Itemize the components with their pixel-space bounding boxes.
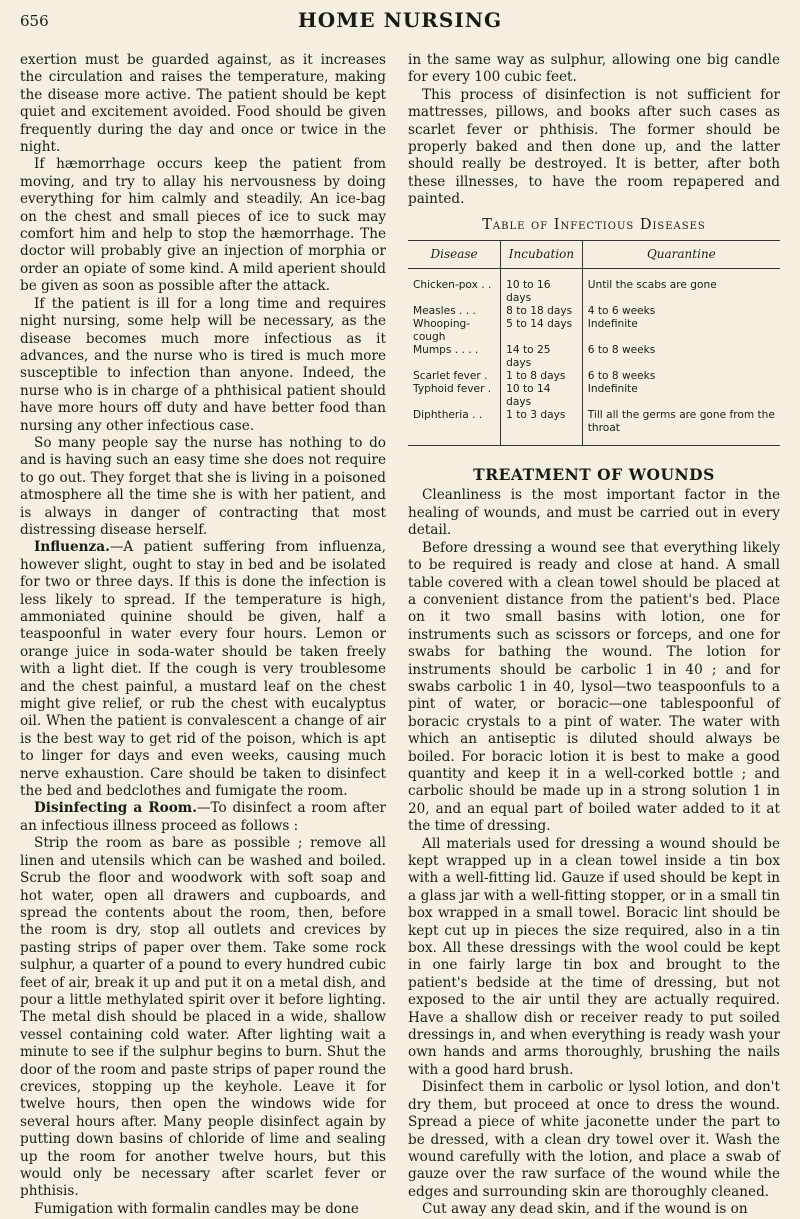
quarantine-cell: Indefinite — [587, 318, 638, 331]
disease-cell: Diphtheria . . — [408, 409, 501, 446]
disease-cell: Whooping-cough — [408, 318, 501, 344]
table-row — [408, 269, 780, 306]
incubation-cell: 1 to 3 days — [501, 409, 583, 446]
disease-cell: Typhoid fever . — [408, 383, 501, 409]
influenza-paragraph — [20, 539, 386, 800]
disinfecting-heading: Disinfecting a Room. — [34, 800, 197, 817]
paragraph: All materials used for dressing a wound should be kept wrapped up in a clean towel inside a tin box with a well-fitting lid. Gauze if used should be kept in a glass jar with a well-fitting stopper, or in a small tin box wrapped in a small towel. Boracic lint should be kept cut up in pieces the size required, also in a tin box. All these dressings with the wool could be kept in one fairly large tin box and brought to the patient's bedside at the time of dressing, but not exposed to the air until they are actually required. Have a shallow dish or receiver ready to put soiled dressings in, and when everything is ready wash your own hands and arms thoroughly, brushing the nails with a good hard brush. — [408, 835, 780, 1078]
table-row — [408, 318, 780, 344]
disease-cell: Chicken-pox . . — [408, 269, 501, 306]
incubation-cell: 10 to 16 days — [501, 269, 583, 306]
influenza-text: —A patient suffering from influenza, however slight, ought to stay in bed and be isolated for two or three days. If this is done the infection is less likely to spread. If the temperature is high, ammoniated quinine should be given, half a teaspoonful in water every four hours. Lemon or orange juice in soda-water should be taken freely with a light diet. If the cough is very troublesome and the chest painful, a mustard leaf on the chest might give relief, or rub the chest with eucalyptus oil. When the patient is convalescent a change of air is the best way to get rid of the poison, which is apt to linger for days and even weeks, causing much nerve exhaustion. Care should be taken to disinfect the bed and bedclothes and fumigate the room. — [20, 539, 386, 800]
header-quarantine: Quarantine — [582, 241, 780, 269]
paragraph: Strip the room as bare as possible ; remove all linen and utensils which can be washed and boiled. Scrub the floor and woodwork with soft soap and hot water, open all drawers and cupboards, and spread the contents about the room, then, before the room is dry, stop all outlets and crevices by pasting strips of paper over them. Take some rock sulphur, a quarter of a pound to every hundred cubic feet of air, break it up and put it on a metal dish, and pour a little methylated spirit over it before lighting. The metal dish should be placed in a wide, shallow vessel containing cold water. After lighting wait a minute to see if the sulphur begins to burn. Shut the door of the room and paste strips of paper round the crevices, stopping up the keyhole. Leave it for twelve hours, then open the windows wide for several hours after. Many people disinfect again by putting down basins of chloride of lime and sealing up the room for another twelve hours, but this would only be necessary after scarlet fever or phthisis. — [20, 835, 386, 1200]
paragraph: If hæmorrhage occurs keep the patient from moving, and try to allay his nervousness by doing everything for him calmly and steadily. An ice-bag on the chest and small pieces of ice to suck may comfort him and help to stop the hæmorrhage. The doctor will probably give an injection of morphia or order an opiate of some kind. A mild aperient should be given as soon as possible after the attack. — [20, 156, 386, 295]
disease-cell: Measles . . . — [408, 305, 501, 318]
paragraph: Before dressing a wound see that everything likely to be required is ready and close at hand. A small table covered with a clean towel should be placed at a convenient distance from the patient's bed. Place on it two small basins with lotion, one for instruments such as scissors or forceps, and one for swabs for bathing the wound. The lotion for instruments should be carbolic 1 in 40 ; and for swabs carbolic 1 in 40, lysol—two teaspoonfuls to a pint of water, or boracic—one tablespoonful of boracic crystals to a pint of water. The water with which an antiseptic is diluted should always be boiled. For boracic lotion it is best to make a good quantity and keep it in a well-corked bottle ; and carbolic should be made up in a strong solution 1 in 20, and an equal part of boiled water added to it at the time of dressing. — [408, 539, 780, 835]
table-title: Table of Infectious Diseases — [482, 216, 706, 233]
header-incubation: Incubation — [501, 241, 583, 269]
influenza-heading: Influenza. — [34, 539, 110, 556]
incubation-cell: 5 to 14 days — [501, 318, 583, 344]
paragraph: exertion must be guarded against, as it increases the circulation and raises the temperature, making the disease more active. The patient should be kept quiet and excitement avoided. Food should be given frequently during the day and once or twice in the night. — [20, 52, 386, 156]
incubation-cell: 10 to 14 days — [501, 383, 583, 409]
incubation-cell: 1 to 8 days — [501, 370, 583, 383]
table-row — [408, 409, 780, 446]
paragraph: This process of disinfection is not sufficient for mattresses, pillows, and books after such cases as scarlet fever or phthisis. The former should be properly baked and then done up, and the latter should really be destroyed. It is better, after both these illnesses, to have the room repapered and painted. — [408, 86, 780, 208]
incubation-cell: 14 to 25 days — [501, 344, 583, 370]
quarantine-cell: Till all the germs are gone from the throat — [587, 409, 775, 435]
running-head: HOME NURSING — [297, 8, 503, 32]
header-disease: Disease — [408, 241, 501, 269]
paragraph: Cleanliness is the most important factor in the healing of wounds, and must be carried out in every detail. — [408, 487, 780, 539]
paragraph: Fumigation with formalin candles may be done — [34, 1200, 359, 1217]
table-row — [408, 370, 780, 383]
table-row — [408, 383, 780, 409]
quarantine-cell: 6 to 8 weeks — [587, 370, 656, 383]
quarantine-cell: Indefinite — [587, 383, 638, 396]
quarantine-cell: 4 to 6 weeks — [587, 305, 656, 318]
table-row — [408, 305, 780, 318]
disease-cell: Scarlet fever . — [408, 370, 501, 383]
disinfecting-text: —To disinfect a room after an infectious illness proceed as follows : — [20, 800, 386, 834]
paragraph: If the patient is ill for a long time and requires night nursing, some help will be necessary, as the disease becomes much more infectious as it advances, and the nurse who is tired is much more susceptible to infection than anyone. Indeed, the nurse who is in charge of a phthisical patient should have more hours off duty and have better food than nursing any other infectious case. — [20, 295, 386, 434]
incubation-cell: 8 to 18 days — [501, 305, 583, 318]
table-header-row — [408, 241, 780, 269]
right-column — [408, 52, 780, 1219]
disinfecting-paragraph — [20, 800, 386, 835]
page-number: 656 — [20, 12, 49, 30]
infectious-diseases-table — [408, 240, 780, 446]
paragraph: in the same way as sulphur, allowing one big candle for every 100 cubic feet. — [408, 52, 780, 86]
table-row — [408, 344, 780, 370]
left-column — [20, 52, 386, 1218]
quarantine-cell: 6 to 8 weeks — [587, 344, 656, 357]
disease-cell: Mumps . . . . — [408, 344, 501, 370]
paragraph: Disinfect them in carbolic or lysol lotion, and don't dry them, but proceed at once to dress the wound. Spread a piece of white jaconette under the part to be dressed, with a clean dry towel over it. Wash the wound carefully with the lotion, and place a swab of gauze over the raw surface of the wound while the edges and surrounding skin are thoroughly cleaned. — [408, 1079, 780, 1200]
section-title: TREATMENT OF WOUNDS — [473, 465, 715, 485]
paragraph: Cut away any dead skin, and if the wound is on — [422, 1201, 748, 1218]
paragraph: So many people say the nurse has nothing to do and is having such an easy time she does not require to go out. They forget that she is living in a poisoned atmosphere all the time she is with her patient, and is always in danger of contracting that most distressing disease herself. — [20, 434, 386, 538]
quarantine-cell: Until the scabs are gone — [587, 279, 717, 292]
